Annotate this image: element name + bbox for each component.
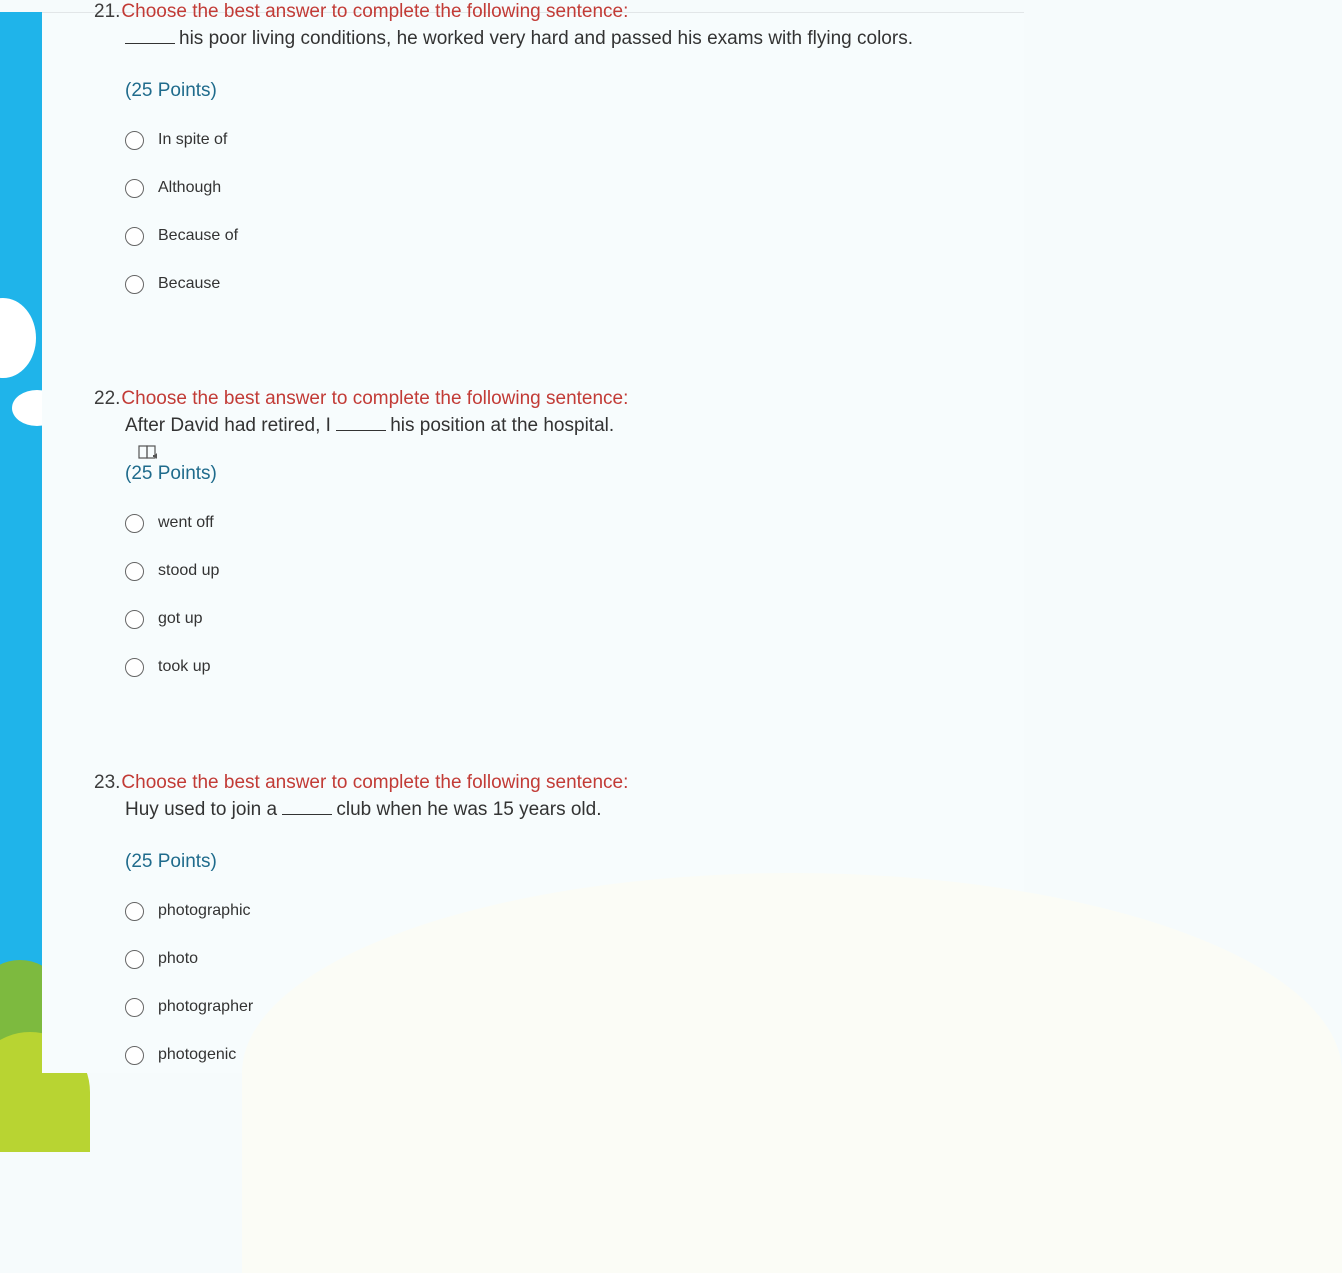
- question-header: [94, 386, 1014, 412]
- option-label: photographer: [158, 998, 254, 1015]
- sentence-after: his poor living conditions, he worked very hard and passed his exams with flying colors.: [179, 28, 913, 49]
- option-in-spite-of[interactable]: [125, 116, 1014, 164]
- question-prompt: Choose the best answer to complete the following sentence:: [121, 1, 629, 22]
- form-content: [42, 1, 1024, 1073]
- option-label: got up: [158, 610, 203, 627]
- options-list: [94, 499, 1014, 691]
- sentence-after: club when he was 15 years old.: [336, 799, 602, 820]
- radio-button[interactable]: [125, 610, 144, 629]
- cloud-decoration: [0, 298, 36, 378]
- options-list: [94, 116, 1014, 308]
- question-sentence: [94, 796, 1014, 823]
- sentence-after: his position at the hospital.: [390, 415, 615, 436]
- option-label: Because of: [158, 227, 239, 244]
- option-got-up[interactable]: [125, 595, 1014, 643]
- question-header: [94, 0, 1014, 25]
- option-label: took up: [158, 658, 211, 675]
- radio-button[interactable]: [125, 950, 144, 969]
- radio-button[interactable]: [125, 227, 144, 246]
- question-sentence: [94, 25, 1014, 52]
- question-prompt: Choose the best answer to complete the following sentence:: [121, 388, 629, 409]
- option-label: photographic: [158, 902, 251, 919]
- sentence-before: Huy used to join a: [125, 799, 278, 820]
- option-took-up[interactable]: [125, 643, 1014, 691]
- radio-button[interactable]: [125, 275, 144, 294]
- option-label: photo: [158, 950, 199, 967]
- option-label: stood up: [158, 562, 220, 579]
- option-because-of[interactable]: [125, 212, 1014, 260]
- question-number: 21.: [94, 1, 121, 22]
- points-label: (25 Points): [125, 463, 217, 484]
- option-photogenic[interactable]: [125, 1031, 1014, 1079]
- question-21: [94, 0, 1014, 308]
- option-label: Because: [158, 275, 221, 292]
- option-although[interactable]: [125, 164, 1014, 212]
- decorative-side-strip: [0, 12, 42, 1073]
- radio-button[interactable]: [125, 998, 144, 1017]
- radio-button[interactable]: [125, 902, 144, 921]
- question-prompt: Choose the best answer to complete the following sentence:: [121, 772, 629, 793]
- radio-button[interactable]: [125, 562, 144, 581]
- sentence-before: After David had retired, I: [125, 415, 331, 436]
- radio-button[interactable]: [125, 658, 144, 677]
- radio-button[interactable]: [125, 131, 144, 150]
- option-stood-up[interactable]: [125, 547, 1014, 595]
- question-header: [94, 770, 1014, 796]
- option-label: Although: [158, 179, 222, 196]
- option-photographic[interactable]: [125, 887, 1014, 935]
- radio-button[interactable]: [125, 179, 144, 198]
- points-label: (25 Points): [125, 851, 217, 872]
- question-23: [94, 770, 1014, 1079]
- answer-blank: [125, 28, 175, 44]
- option-label: went off: [158, 514, 214, 531]
- question-22: [94, 386, 1014, 691]
- answer-blank: [282, 799, 332, 815]
- option-label: In spite of: [158, 131, 228, 148]
- answer-blank: [336, 415, 386, 431]
- immersive-reader-icon[interactable]: [138, 445, 160, 461]
- option-because[interactable]: [125, 260, 1014, 308]
- options-list: [94, 887, 1014, 1079]
- points-label: (25 Points): [125, 80, 217, 101]
- option-label: photogenic: [158, 1046, 237, 1063]
- question-number: 22.: [94, 388, 121, 409]
- question-number: 23.: [94, 772, 121, 793]
- option-photographer[interactable]: [125, 983, 1014, 1031]
- option-photo[interactable]: [125, 935, 1014, 983]
- option-went-off[interactable]: [125, 499, 1014, 547]
- radio-button[interactable]: [125, 1046, 144, 1065]
- question-sentence: [94, 412, 1014, 439]
- radio-button[interactable]: [125, 514, 144, 533]
